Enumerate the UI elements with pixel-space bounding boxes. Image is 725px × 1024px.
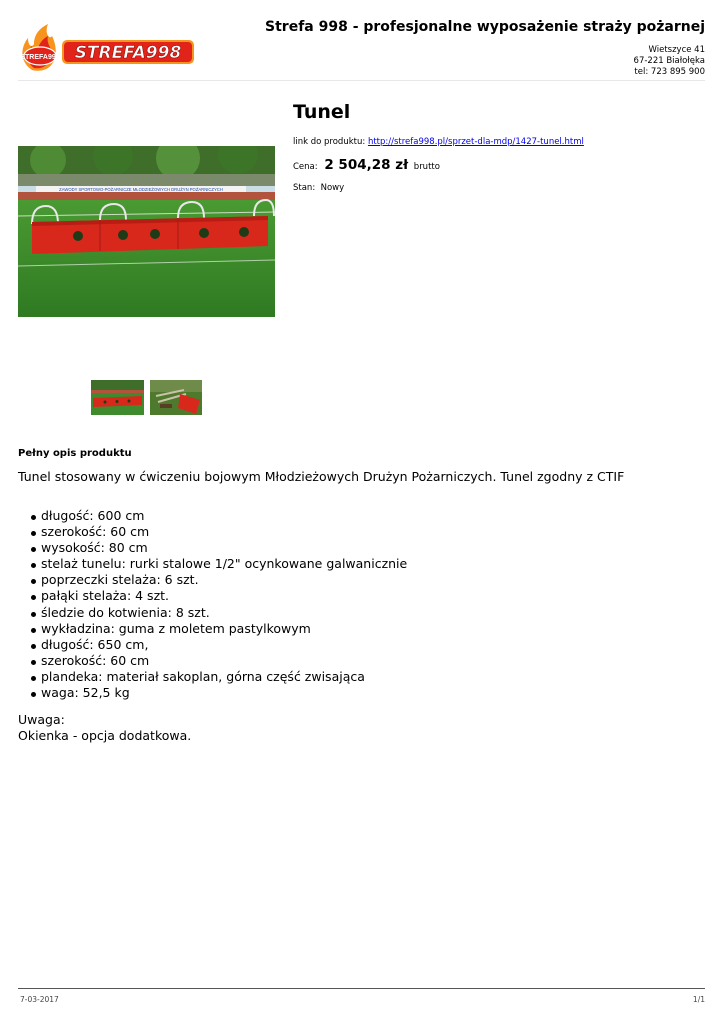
banner-text: ZAWODY SPORTOWO-POŻARNICZE MŁODZIEŻOWYCH DRUŻYN POŻARNICZYCH <box>59 187 223 192</box>
note-label: Uwaga: <box>18 712 65 727</box>
spec-item: waga: 52,5 kg <box>18 685 407 701</box>
note-block <box>18 712 191 744</box>
status-label: Stan: <box>293 183 316 193</box>
store-address <box>634 45 705 78</box>
address-city: 67-221 Białołęka <box>633 56 705 66</box>
spec-item: śledzie do kotwienia: 8 szt. <box>18 605 407 621</box>
address-phone: tel: 723 895 900 <box>634 67 705 77</box>
product-link-label: link do produktu: <box>293 137 366 147</box>
spec-list <box>18 508 407 701</box>
product-title: Tunel <box>293 101 351 123</box>
product-link[interactable]: http://strefa998.pl/sprzet-dla-mdp/1427-tunel.html <box>367 137 584 147</box>
note-text: Okienka - opcja dodatkowa. <box>18 728 192 743</box>
price-row <box>293 157 440 173</box>
footer-page-number: 1/1 <box>692 995 705 1004</box>
spec-item: szerokość: 60 cm <box>18 524 407 540</box>
status-value: Nowy <box>320 183 345 193</box>
logo-wordmark: STREFA998 <box>74 43 182 63</box>
product-photo[interactable] <box>18 146 275 317</box>
footer-date: 7-03-2017 <box>20 995 59 1004</box>
spec-item: wysokość: 80 cm <box>18 540 407 556</box>
spec-item: plandeka: materiał sakoplan, górna część zwisająca <box>18 669 407 685</box>
address-street: Wietszyce 41 <box>648 45 705 55</box>
description-heading: Pełny opis produktu <box>18 448 132 459</box>
flame-icon <box>20 24 59 71</box>
thumbnail-2[interactable] <box>150 380 202 415</box>
price-label: Cena: <box>293 162 318 172</box>
status-row <box>293 183 344 193</box>
store-logo[interactable] <box>18 22 196 72</box>
description-intro: Tunel stosowany w ćwiczeniu bojowym Młodzieżowych Drużyn Pożarniczych. Tunel zgodny z CTIF <box>18 469 625 484</box>
spec-item: wykładzina: guma z moletem pastylkowym <box>18 621 407 637</box>
spec-item: długość: 600 cm <box>18 508 407 524</box>
product-link-row <box>293 137 584 147</box>
thumbnail-1[interactable] <box>91 380 144 415</box>
footer-divider <box>18 988 705 989</box>
spec-item: poprzeczki stelaża: 6 szt. <box>18 572 407 588</box>
price-suffix: brutto <box>413 162 440 172</box>
spec-item: długość: 650 cm, <box>18 637 407 653</box>
spec-item: szerokość: 60 cm <box>18 653 407 669</box>
price-value: 2 504,28 zł <box>324 157 409 173</box>
header-divider <box>18 80 705 81</box>
site-title: Strefa 998 - profesjonalne wyposażenie straży pożarnej <box>265 19 705 35</box>
spec-item: stelaż tunelu: rurki stalowe 1/2" ocynkowane galwanicznie <box>18 556 407 572</box>
spec-item: pałąki stelaża: 4 szt. <box>18 588 407 604</box>
svg-text:STREFA998: STREFA998 <box>20 54 60 61</box>
